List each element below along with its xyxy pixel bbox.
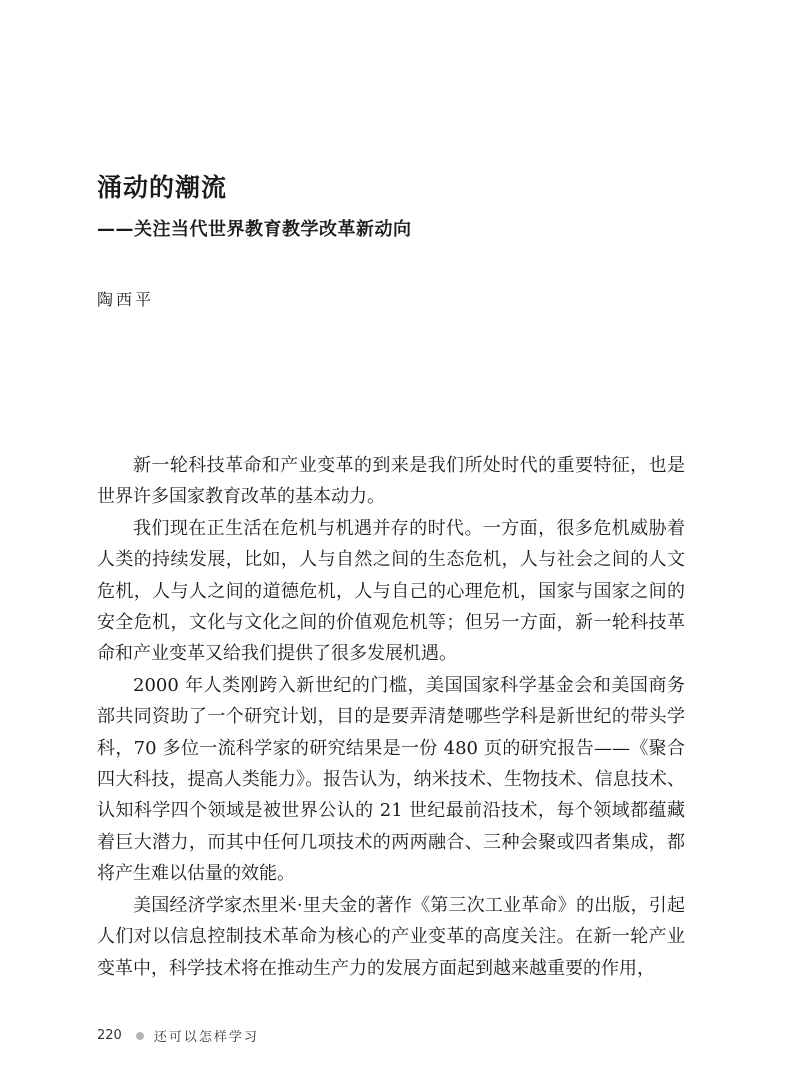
- paragraph: 新一轮科技革命和产业变革的到来是我们所处时代的重要特征，也是世界许多国家教育改革的基本动力。: [97, 455, 685, 508]
- page-footer: [97, 1026, 259, 1045]
- running-title: 还可以怎样学习: [153, 1030, 259, 1045]
- paragraph: 我们现在正生活在危机与机遇并存的时代。一方面，很多危机威胁着人类的持续发展，比如，人与自然之间的生态危机，人与社会之间的人文危机，人与人之间的道德危机，人与自己的心理危机，国家与国家之间的安全危机，文化与文化之间的价值观危机等；但另一方面，新一轮科技革命和产业变革又给我们提供了很多发展机遇。: [97, 517, 685, 665]
- author-name: 陶西平: [97, 290, 155, 309]
- bullet-dot-icon: [136, 1032, 144, 1040]
- article-subtitle: ——关注当代世界教育教学改革新动向: [97, 219, 412, 240]
- article-title: 涌动的潮流: [97, 173, 228, 202]
- paragraph: 2000 年人类刚跨入新世纪的门槛，美国国家科学基金会和美国商务部共同资助了一个研究计划，目的是要弄清楚哪些学科是新世纪的带头学科，70 多位一流科学家的研究结果是一份 480 页的研究报告——《聚合四大科技，提高人类能力》。报告认为，纳米技术、生物技术、信息技术、认知科学四个领域是被世界公认的 21 世纪最前沿技术，每个领域都蕴藏着巨大潜力，而其中任何几项技术的两两融合、三种会聚或四者集成，都将产生难以估量的效能。: [97, 674, 685, 885]
- paragraph: 美国经济学家杰里米·里夫金的著作《第三次工业革命》的出版，引起人们对以信息控制技术革命为核心的产业变革的高度关注。在新一轮产业变革中，科学技术将在推动生产力的发展方面起到越来越重要的作用，: [97, 894, 685, 979]
- page-number: 220: [97, 1028, 122, 1043]
- article-body: [97, 450, 685, 984]
